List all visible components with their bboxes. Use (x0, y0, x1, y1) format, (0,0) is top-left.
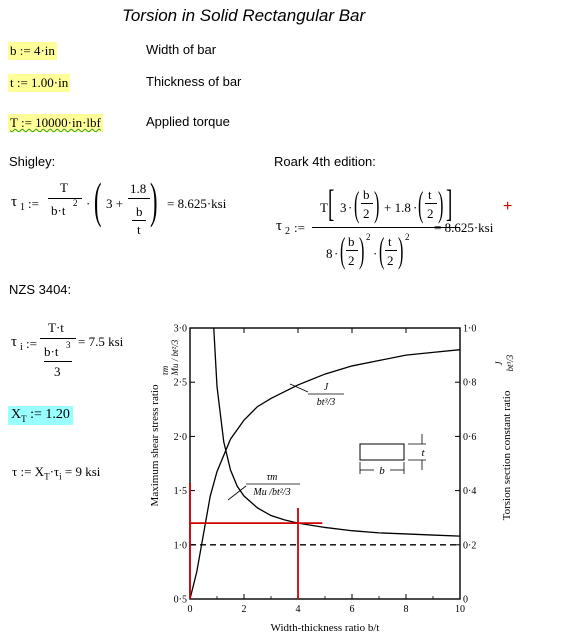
taui-assign: := (26, 336, 37, 351)
nzs-heading: NZS 3404: (9, 282, 72, 297)
y-left-tick-label: 2·5 (173, 377, 187, 389)
roark-bracket-close: ] (446, 183, 453, 225)
shigley-heading: Shigley: (9, 154, 56, 169)
shigley-inner-den-bar (132, 220, 146, 221)
roark-den-t: t (388, 234, 392, 249)
red-plus-marker: + (503, 198, 513, 215)
roark-eight: 8 (326, 246, 333, 261)
roark-heading: Roark 4th edition: (274, 154, 376, 169)
taui-den-b: b·t (44, 344, 59, 359)
roark-den-two-a: 2 (348, 253, 355, 268)
y-left-frac-num: τm (160, 365, 170, 376)
x-tick-label: 10 (455, 604, 465, 615)
y-left-label-group (149, 339, 180, 506)
y-right-tick-label: 0·2 (463, 540, 477, 552)
roark-den-exp-b: 2 (405, 232, 410, 242)
inset-section-rect (360, 444, 404, 460)
shigley-inner-den-den: t (137, 222, 141, 237)
y-right-tick-label: 1·0 (463, 323, 477, 335)
y-right-label-group (494, 354, 515, 520)
x-tick-label: 6 (349, 604, 355, 615)
x-tick-label: 0 (187, 604, 193, 615)
taui-subscript: i (20, 342, 23, 353)
tau-formula[interactable] (12, 464, 100, 482)
roark-den-two-b: 2 (387, 253, 394, 268)
shigley-inner-num: 1.8 (130, 181, 147, 196)
y-right-tick-label: 0 (463, 594, 468, 606)
y-left-tick-label: 3·0 (173, 323, 187, 335)
shigley-paren-open: ( (94, 172, 102, 228)
y-left-tick-label: 1·0 (173, 540, 187, 552)
x-tick-label: 8 (403, 604, 409, 615)
var-t[interactable]: t := 1.00·in (10, 75, 69, 90)
tau-sub2: i (59, 471, 62, 482)
roark-b: b (363, 187, 370, 202)
roark-t: t (428, 187, 432, 202)
plot-frame (190, 328, 460, 599)
tau-text: τ := X (12, 464, 45, 479)
roark-den-b: b (348, 234, 355, 249)
shigley-numerator: T (60, 180, 68, 195)
xt-label: X (11, 407, 22, 422)
tau2-symbol: τ (276, 218, 283, 234)
roark-two-a: 2 (363, 206, 370, 221)
y-right-tick-label: 0·8 (463, 377, 477, 389)
y-left-tick-label: 1·5 (173, 486, 187, 498)
var-T[interactable]: T := 10000·in·lbf (10, 115, 101, 130)
x-axis-label: Width-thickness ratio b/t (270, 622, 380, 634)
tau-label-leader (228, 486, 246, 500)
tau1-subscript: 1 (20, 202, 25, 213)
y-right-tick-label: 0·4 (463, 486, 477, 498)
y-left-axis-label: Maximum shear stress ratio (149, 384, 161, 507)
taui-numerator: T·t (48, 320, 64, 335)
tau1-assign: := (28, 196, 39, 211)
shigley-inner-den-num: b (136, 204, 143, 219)
tau-mid: ·τ (49, 464, 60, 479)
roark-T: T (320, 200, 328, 215)
shigley-inner-bar (128, 198, 150, 199)
taui-symbol: τ (11, 334, 18, 350)
page-title: Torsion in Solid Rectangular Bar (122, 6, 366, 25)
y-left-frac-den: Mu / bt²/3 (170, 339, 180, 376)
roark-den-exp-a: 2 (366, 232, 371, 242)
var-t-desc: Thickness of bar (146, 74, 242, 89)
y-left-tick-label: 2·0 (173, 431, 187, 443)
y-left-tick-label: 0·5 (173, 594, 187, 606)
j-label-den: bt³/3 (316, 397, 336, 408)
tau-label-den: Mu /bt²/3 (253, 487, 291, 498)
xt-field[interactable] (8, 406, 73, 425)
roark-bracket-open: [ (328, 183, 335, 225)
shigley-den-exp: 2 (73, 198, 78, 208)
taui-den-exp: 3 (66, 340, 71, 350)
shigley-paren-close: ) (150, 172, 158, 228)
tau-sub1: T (44, 471, 50, 482)
roark-plus18: + 1.8 (384, 200, 411, 215)
tau1-symbol: τ (11, 194, 18, 210)
torsion-chart (140, 312, 560, 640)
x-tick-label: 4 (295, 604, 301, 615)
shigley-result: = 8.625·ksi (167, 196, 227, 211)
inset-b-label: b (379, 465, 385, 477)
y-right-axis-label: Torsion section constant ratio (501, 390, 513, 521)
roark-two-b: 2 (427, 206, 434, 221)
tau2-assign: := (294, 220, 305, 235)
taui-result: = 7.5 ksi (78, 334, 124, 349)
var-b-desc: Width of bar (146, 42, 217, 57)
xt-sub: T (21, 413, 27, 424)
var-T-desc: Applied torque (146, 114, 230, 129)
tau-label-num: τm (266, 472, 278, 483)
tau2-subscript: 2 (285, 226, 290, 237)
y-right-frac-den: bt³/3 (505, 354, 515, 372)
tau-ratio-curve (214, 328, 460, 536)
y-right-tick-label: 0·6 (463, 431, 477, 443)
roark-three: 3 (340, 200, 347, 215)
var-b[interactable]: b := 4·in (10, 43, 55, 58)
inset-t-label: t (421, 447, 425, 459)
shigley-denominator: b·t (51, 203, 66, 218)
taui-den-den: 3 (54, 364, 61, 379)
xt-value: := 1.20 (30, 407, 70, 422)
x-tick-label: 2 (241, 604, 247, 615)
shigley-three-plus: 3 + (106, 196, 124, 211)
tau-result: = 9 ksi (64, 464, 101, 479)
j-label-num: J (323, 382, 329, 393)
roark-result: = 8.625·ksi (434, 220, 494, 235)
y-right-frac-num: J (494, 361, 504, 366)
